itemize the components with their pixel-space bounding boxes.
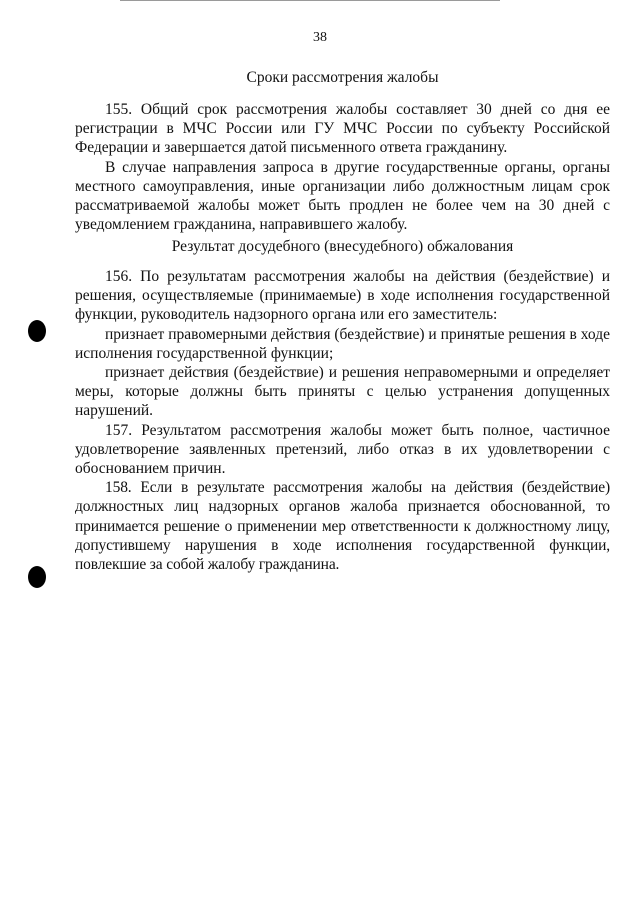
section-body-review-terms (75, 100, 610, 234)
binder-hole-mark (28, 566, 46, 588)
section-heading-appeal-result: Результат досудебного (внесудебного) обжалования (171, 238, 514, 255)
paragraph-unlawful: признает действия (бездействие) и решения неправомерными и определяет меры, которые должны быть приняты с целью устранения допущенных нарушений. (75, 364, 610, 420)
paragraph-155: 155. Общий срок рассмотрения жалобы составляет 30 дней со дня ее регистрации в МЧС России или ГУ МЧС России по субъекту Российской Федерации и завершается датой письменного ответа гражданину. (75, 101, 610, 157)
section-heading-review-terms: Сроки рассмотрения жалобы (246, 69, 439, 86)
binder-hole-mark (28, 320, 46, 342)
scan-top-edge-line (120, 0, 500, 1)
paragraph-lawful: признает правомерными действия (бездействие) и принятые решения в ходе исполнения государственной функции; (75, 325, 610, 362)
page-number: 38 (313, 30, 327, 45)
paragraph-158: 158. Если в результате рассмотрения жалобы на действия (бездействие) должностных лиц надзорных органов жалоба признается обоснованной, то принимается решение о применении мер ответственности к должностному лицу, допустившему нарушения в ходе исполнения государственной функции, повлекшие за собой жалобу гражданина. (75, 479, 610, 574)
section-body-appeal-result (75, 267, 610, 574)
paragraph-157: 157. Результатом рассмотрения жалобы может быть полное, частичное удовлетворение заявленных претензий, либо отказ в их удовлетворении с обоснованием причин. (75, 421, 610, 478)
paragraph-156: 156. По результатам рассмотрения жалобы на действия (бездействие) и решения, осуществляемые (принимаемые) в ходе исполнения государственной функции, руководитель надзорного органа или его заместитель: (75, 268, 610, 324)
paragraph-extension: В случае направления запроса в другие государственные органы, органы местного самоуправления, иные организации либо должностным лицам срок рассматриваемой жалобы может быть продлен не более чем на 30 дней с уведомлением гражданина, направившего жалобу. (75, 158, 610, 234)
